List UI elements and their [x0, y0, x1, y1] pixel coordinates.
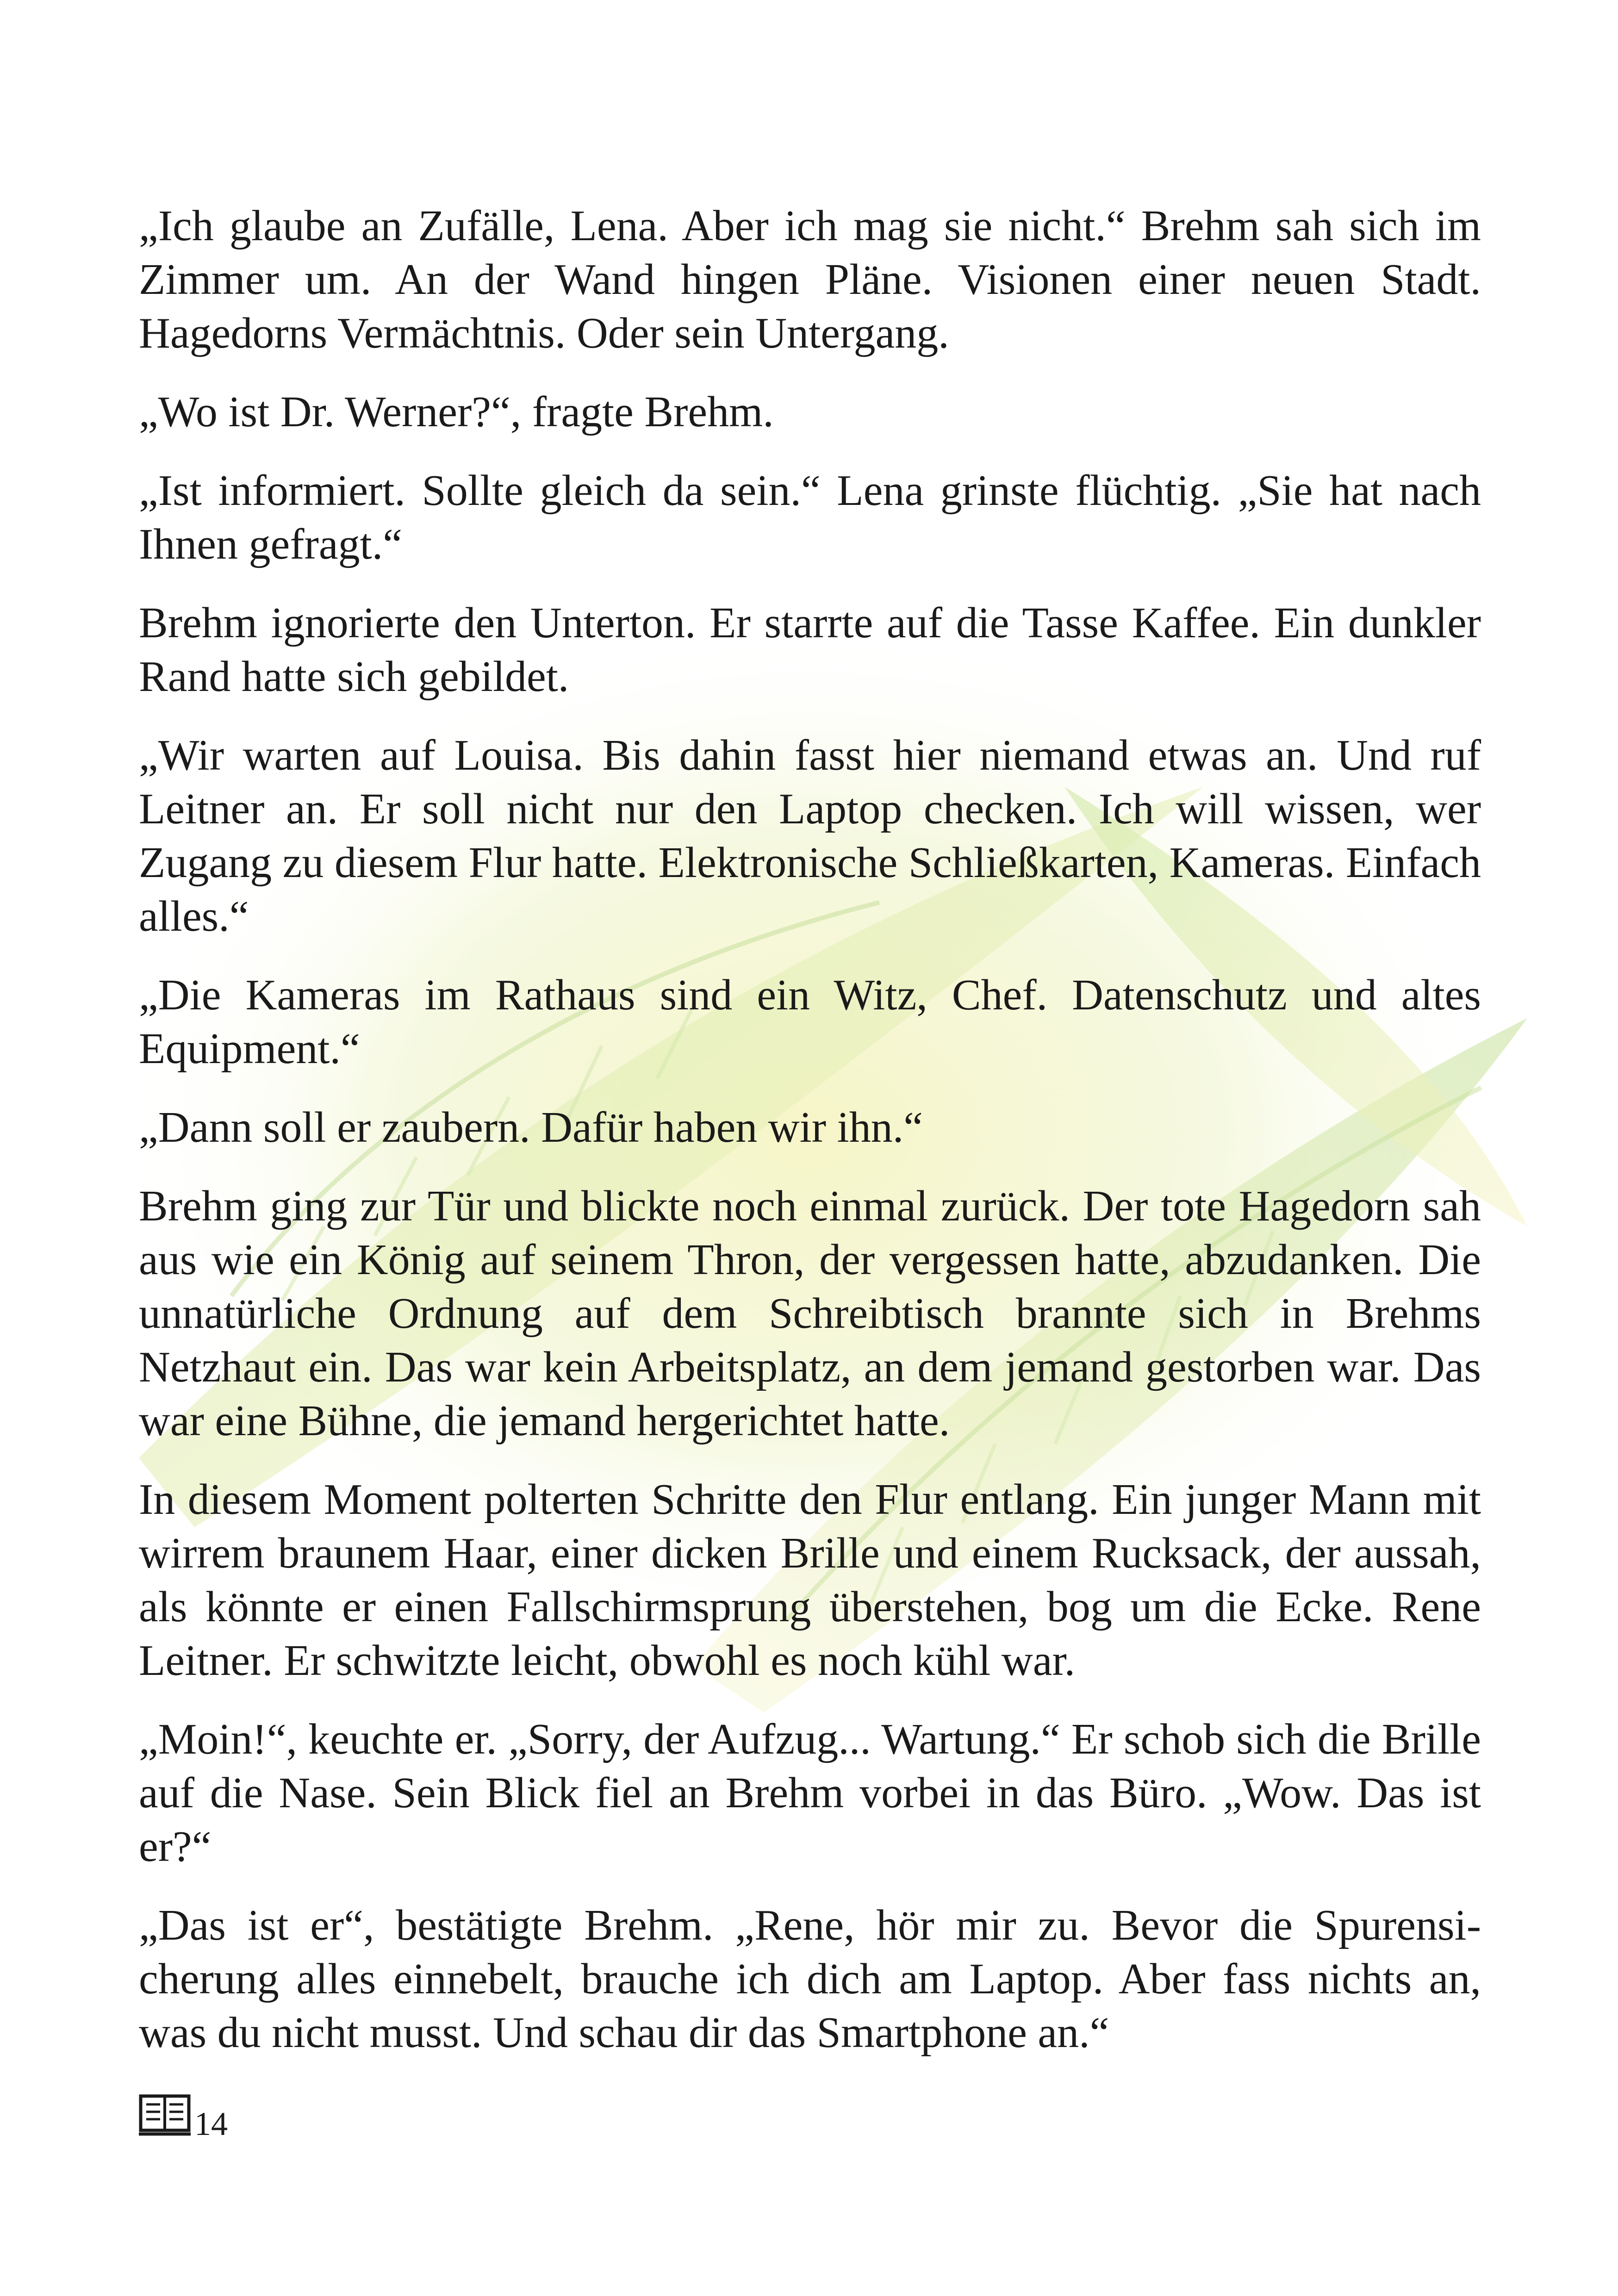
paragraph: „Dann soll er zaubern. Dafür haben wir ihn.“	[139, 1103, 923, 1151]
open-book-icon	[139, 2094, 191, 2137]
paragraph: „Das ist er“, bestätigte Brehm. „Rene, hör mir zu. Bevor die Spurensicherung alles einnebelt, brauche ich dich am Laptop. Aber fass nichts an, was du nicht musst. Und schau dir das Smartphone an.“	[139, 1901, 1481, 2057]
paragraph: „Wo ist Dr. Werner?“, fragte Brehm.	[139, 388, 774, 436]
paragraph: Brehm ging zur Tür und blickte noch einmal zurück. Der tote Hagedorn sah aus wie ein König auf seinem Thron, der vergessen hatte, abzudanken. Die unnatürliche Ordnung auf dem Schreibtisch brannte sich in Brehms Netzhaut ein. Das war kein Arbeitsplatz, an dem jemand gestorben war. Das war eine Bühne, die jemand hergerichtet hatte.	[139, 1182, 1481, 1445]
page-number: 14	[194, 2105, 228, 2142]
paragraph: „Wir warten auf Louisa. Bis dahin fasst hier niemand etwas an. Und ruf Leitner an. Er soll nicht nur den Laptop checken. Ich will wissen, wer Zugang zu diesem Flur hatte. Elektronische Schließkarten, Kameras. Einfach alles.“	[139, 731, 1481, 940]
page-footer	[139, 2094, 228, 2142]
paragraph: „Die Kameras im Rathaus sind ein Witz, Chef. Datenschutz und altes Equipment.“	[139, 971, 1481, 1073]
paragraph: In diesem Moment polterten Schritte den Flur entlang. Ein junger Mann mit wirrem braunem Haar, einer dicken Brille und einem Rucksack, der aussah, als könnte er einen Fallschirmsprung überstehen, bog um die Ecke. Rene Leitner. Er schwitzte leicht, obwohl es noch kühl war.	[139, 1475, 1481, 1685]
paragraph: „Ich glaube an Zufälle, Lena. Aber ich mag sie nicht.“ Brehm sah sich im Zimmer um. An der Wand hingen Pläne. Visionen einer neuen Stadt. Hagedorns Vermächtnis. Oder sein Untergang.	[139, 202, 1481, 357]
paragraph: Brehm ignorierte den Unterton. Er starrte auf die Tasse Kaffee. Ein dunkler Rand hatte sich gebildet.	[139, 599, 1481, 701]
page-body	[139, 199, 1481, 2084]
paragraph: „Ist informiert. Sollte gleich da sein.“ Lena grinste flüchtig. „Sie hat nach Ihnen gefragt.“	[139, 467, 1481, 568]
paragraph: „Moin!“, keuchte er. „Sorry, der Aufzug... Wartung.“ Er schob sich die Brille auf die Nase. Sein Blick fiel an Brehm vorbei in das Büro. „Wow. Das ist er?“	[139, 1715, 1481, 1871]
